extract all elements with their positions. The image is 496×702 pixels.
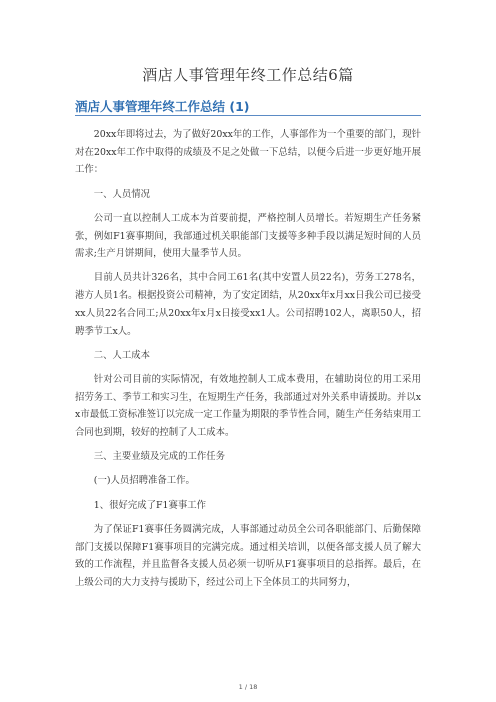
paragraph-staff-numbers: 目前人员共计326名，其中合同工61名(其中安置人员22名)，劳务工278名，港方人员1名。根据投资公司精神，为了安定团结，从20xx年x月xx日我公司已接受xx人员22名合同工;从20xx年x月x日接受xx1人。公司招聘102人，离职50人，招聘季节工x人。 [75, 272, 421, 337]
subheading-recruitment: (一)人员招聘准备工作。 [93, 475, 195, 487]
subheading-main-achievements: 三、主要业绩及完成的工作任务 [93, 451, 226, 463]
paragraph-f1-event: 为了保证F1赛事任务圆满完成，人事部通过动员全公司各职能部门、后勤保障部门支援以保障F1赛事项目的完满完成。通过相关培训，以便各部支援人员了解大致的工作流程，并且监督各支援人员必须一切听从F1赛事项目的总指挥。最后，在上级公司的大力支持与援助下，经过公司上下全体员工的共同努力， [75, 523, 421, 588]
heading-divider [75, 115, 421, 116]
section-heading: 酒店人事管理年终工作总结 (1) [75, 99, 250, 114]
document-body [75, 126, 421, 598]
subheading-f1-event: 1、很好完成了F1赛事工作 [93, 499, 206, 511]
paragraph-intro: 20xx年即将过去，为了做好20xx年的工作，人事部作为一个重要的部门，现针对在20xx年工作中取得的成绩及不足之处做一下总结，以便今后进一步更好地开展工作： [75, 129, 421, 176]
paragraph-labor-cost: 针对公司目前的实际情况，有效地控制人工成本费用，在辅助岗位的用工采用招劳务工、季节工和实习生，在短期生产任务，我部通过对外关系申请援助。并以xx市最低工资标准签订以完成一定工作量为期限的季节性合同，随生产任务结束用工合同也到期，较好的控制了人工成本。 [75, 373, 421, 439]
paragraph-staff-control: 公司一直以控制人工成本为首要前提，严格控制人员增长。若短期生产任务紧张，例如F1赛事期间，我部通过机关职能部门支援等多种手段以满足短时间的人员需求;生产月饼期间，使用大量季节人员。 [75, 212, 421, 260]
document-title: 酒店人事管理年终工作总结6篇 [142, 66, 354, 84]
page-number: 1 / 18 [238, 683, 258, 691]
subheading-staff-situation: 一、人员情况 [93, 188, 151, 200]
subheading-labor-cost: 二、人工成本 [93, 349, 151, 361]
